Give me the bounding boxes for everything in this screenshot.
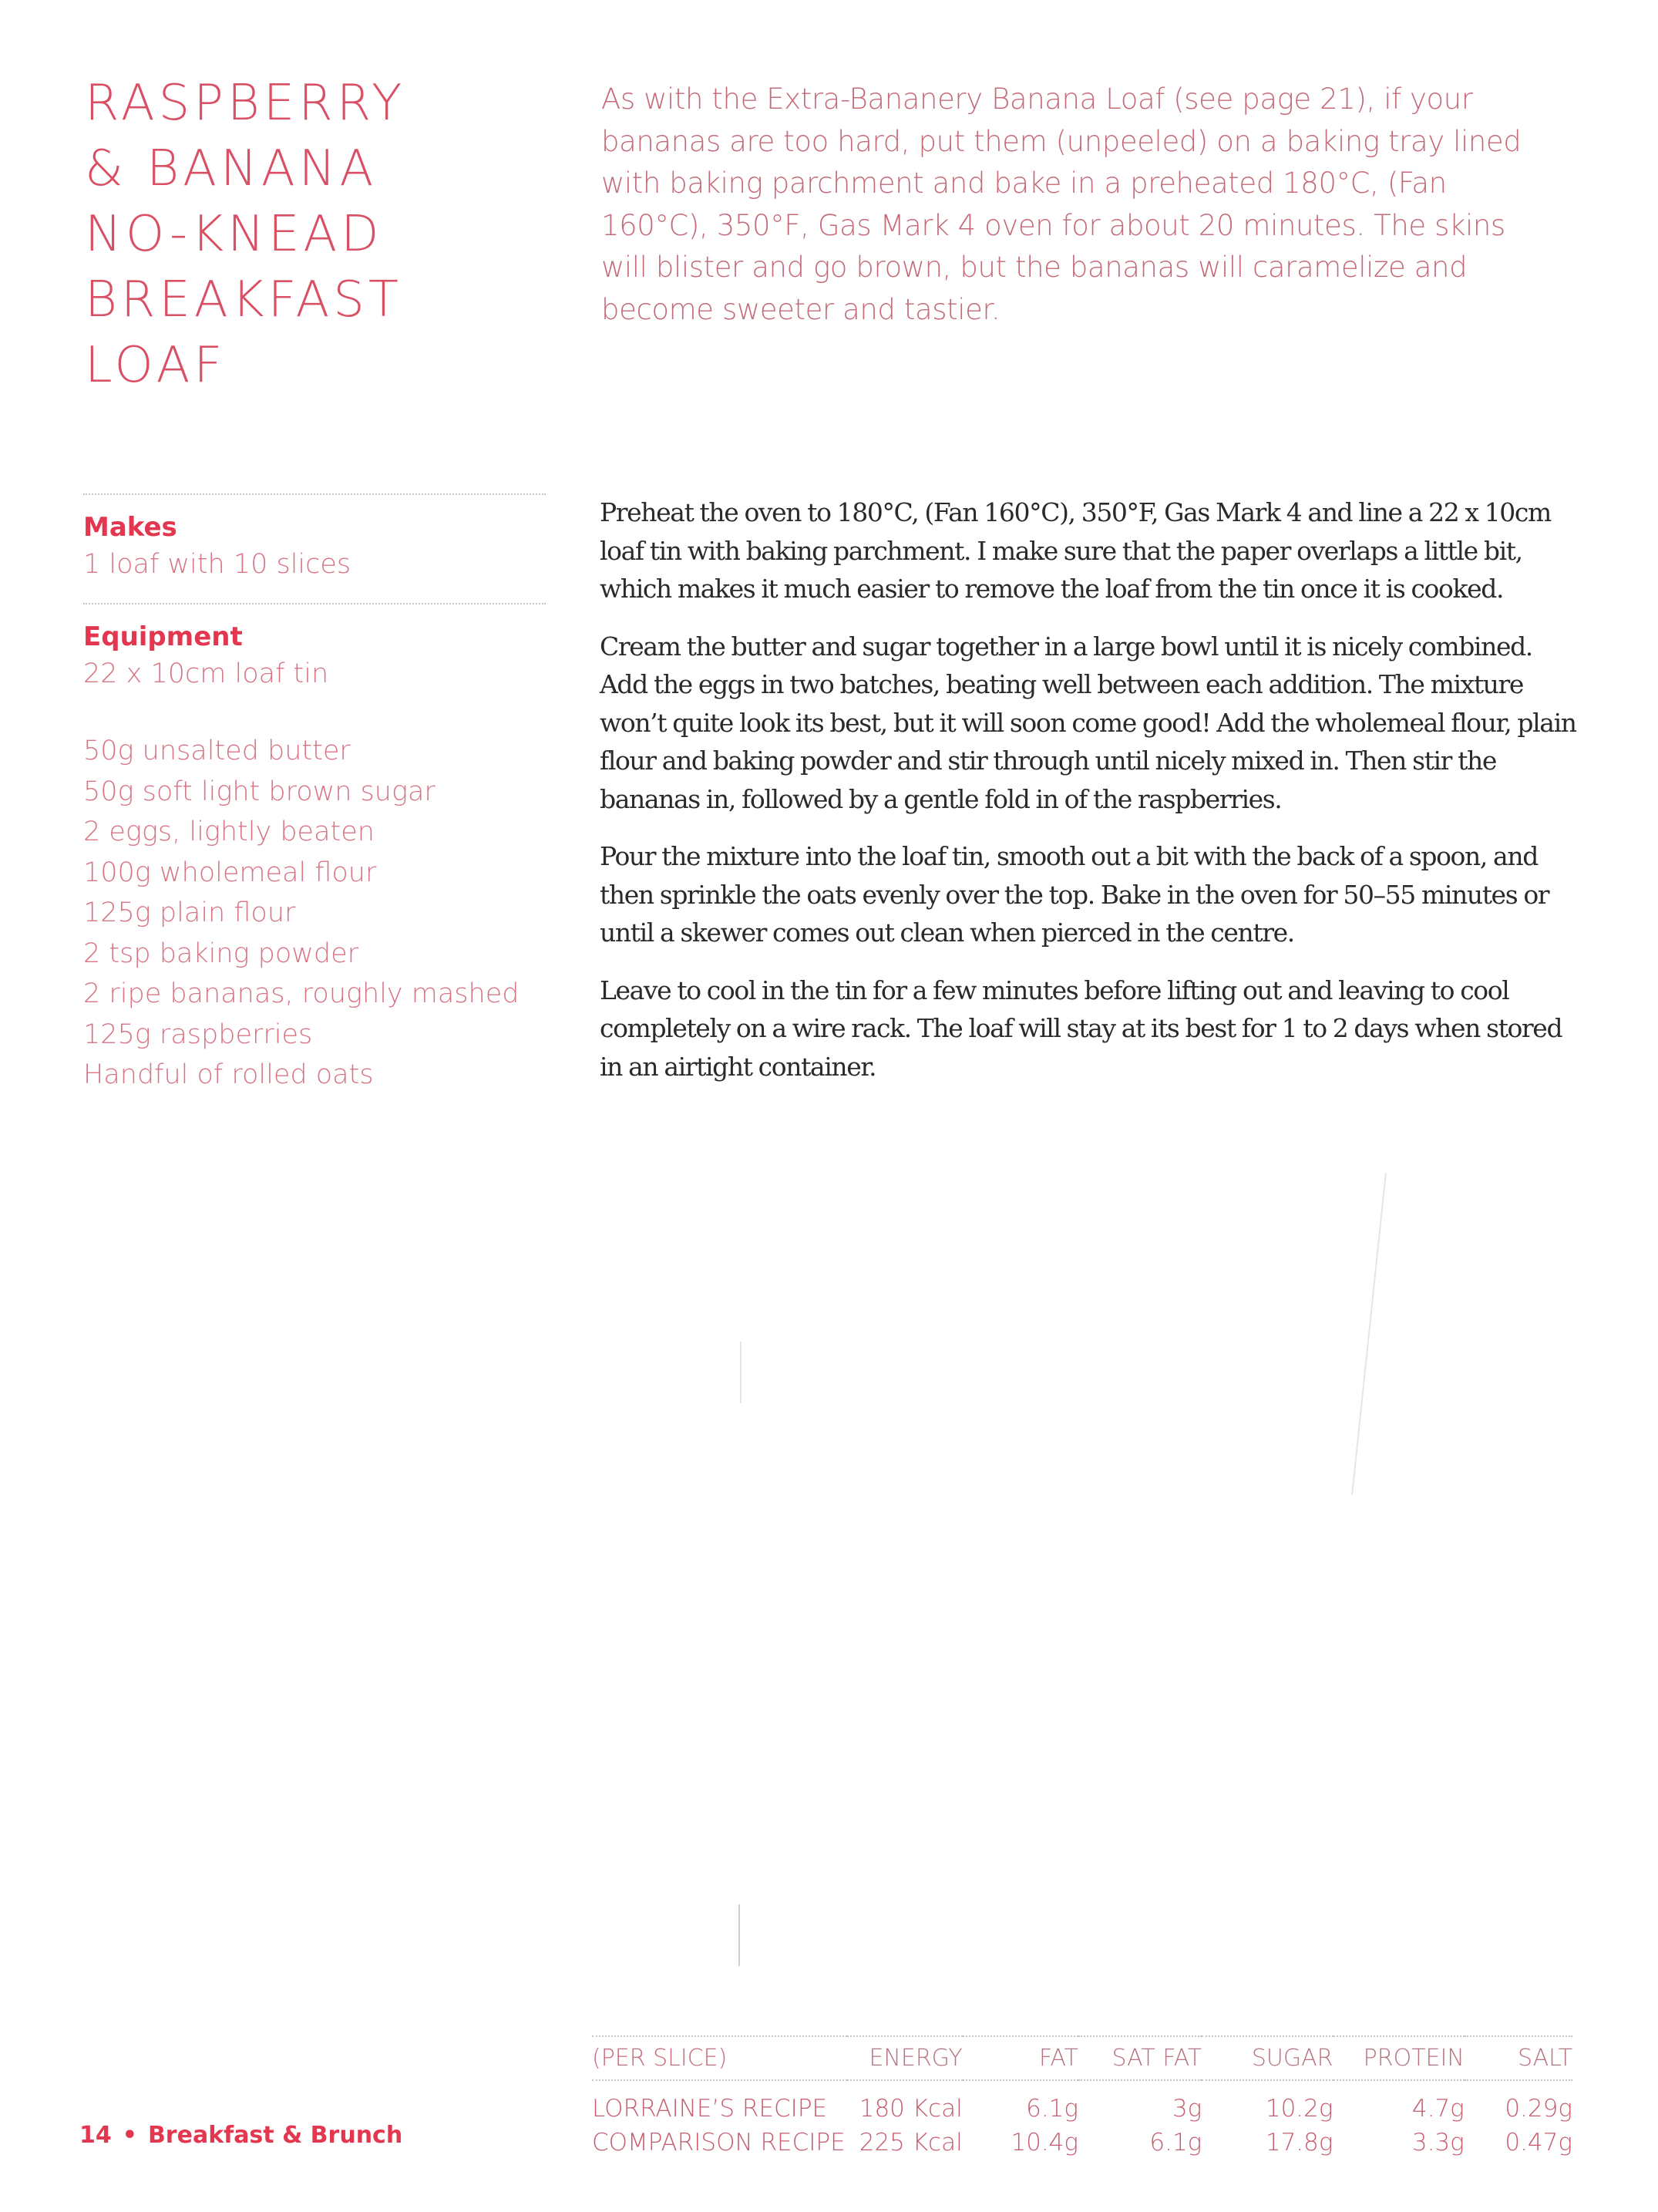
fat-value: 10.4g xyxy=(1011,2129,1078,2156)
nutrition-header-row xyxy=(592,2036,1572,2080)
recipe-sidebar xyxy=(83,493,546,1108)
protein-value: 3.3g xyxy=(1411,2129,1465,2156)
col-salt: SALT xyxy=(1517,2045,1572,2072)
title-line: & BANANA xyxy=(85,140,378,197)
method-step: Leave to cool in the tin for a few minutes before lifting out and leaving to cool completely on a wire rack. The loaf will stay at its best for 1 to 2 days when stored in an airtight container. xyxy=(600,975,1562,1082)
sat-fat-value: 3g xyxy=(1172,2095,1202,2123)
page-number: 14 xyxy=(79,2122,112,2149)
title-line: LOAF xyxy=(85,337,227,394)
divider xyxy=(83,493,546,495)
nutrition-table xyxy=(592,2035,1572,2160)
divider xyxy=(83,603,546,604)
recipe-title xyxy=(85,71,547,399)
ingredient-item: Handful of rolled oats xyxy=(83,1059,374,1090)
bullet-separator: • xyxy=(122,2122,137,2149)
title-line: RASPBERRY xyxy=(85,75,406,132)
scan-artifact xyxy=(738,1904,740,1966)
col-sat-fat: SAT FAT xyxy=(1111,2045,1202,2072)
sat-fat-value: 6.1g xyxy=(1149,2129,1202,2156)
row-label: LORRAINE’S RECIPE xyxy=(592,2095,828,2123)
title-line: NO-KNEAD xyxy=(85,206,383,263)
title-line: BREAKFAST xyxy=(85,271,402,328)
ingredient-item: 125g plain flour xyxy=(83,897,296,928)
ingredient-item: 50g soft light brown sugar xyxy=(83,776,436,807)
ingredient-item: 100g wholemeal flour xyxy=(83,857,377,888)
energy-value: 180 Kcal xyxy=(859,2095,963,2123)
fat-value: 6.1g xyxy=(1026,2095,1078,2123)
col-sugar: SUGAR xyxy=(1251,2045,1333,2072)
ingredient-item: 2 ripe bananas, roughly mashed xyxy=(83,978,520,1009)
col-per-slice: (PER SLICE) xyxy=(592,2045,728,2072)
section-name: Breakfast & Brunch xyxy=(147,2122,403,2149)
col-fat: FAT xyxy=(1038,2045,1078,2072)
sugar-value: 17.8g xyxy=(1265,2129,1333,2156)
ingredient-item: 2 tsp baking powder xyxy=(83,938,359,969)
energy-value: 225 Kcal xyxy=(859,2129,963,2156)
table-row xyxy=(592,2126,1572,2160)
sugar-value: 10.2g xyxy=(1265,2095,1333,2123)
scan-artifact xyxy=(740,1342,742,1403)
method-section xyxy=(600,493,1579,1105)
ingredient-item: 50g unsalted butter xyxy=(83,736,351,766)
table-row xyxy=(592,2080,1572,2126)
row-label: COMPARISON RECIPE xyxy=(592,2129,846,2156)
page-footer xyxy=(79,2122,402,2149)
makes-value: 1 loaf with 10 slices xyxy=(83,549,351,580)
ingredient-item: 125g raspberries xyxy=(83,1018,313,1050)
salt-value: 0.47g xyxy=(1505,2129,1572,2156)
salt-value: 0.29g xyxy=(1505,2095,1572,2123)
method-step: Cream the butter and sugar together in a large bowl until it is nicely combined. Add the eggs in two batches, beating well between each addition. The mixture won’t quite look its best, but it will soon come good! Add the wholemeal flour, plain flour and baking powder and stir through until nicely mixed in. Then stir the bananas in, followed by a gentle fold in of the raspberries. xyxy=(600,631,1576,814)
ingredient-list xyxy=(83,731,546,1096)
equipment-heading: Equipment xyxy=(83,621,243,652)
protein-value: 4.7g xyxy=(1411,2095,1465,2123)
col-protein: PROTEIN xyxy=(1363,2045,1465,2072)
method-step: Preheat the oven to 180°C, (Fan 160°C), 350°F, Gas Mark 4 and line a 22 x 10cm loaf tin with baking parchment. I make sure that the paper overlaps a little bit, which makes it much easier to remove the loaf from the tin once it is cooked. xyxy=(600,497,1551,604)
col-energy: ENERGY xyxy=(869,2045,963,2072)
equipment-value: 22 x 10cm loaf tin xyxy=(83,658,329,689)
scan-artifact xyxy=(1351,1173,1387,1495)
makes-heading: Makes xyxy=(83,512,177,543)
intro-tip: As with the Extra-Bananery Banana Loaf (see page 21), if your bananas are too hard, put them (unpeeled) on a baking tray lined with baking parchment and bake in a preheated 180°C, (Fan 160°C), 350°F, Gas Mark 4 oven for about 20 minutes. The skins will blister and go brown, but the bananas will caramelize and become sweeter and tastier. xyxy=(601,82,1522,326)
method-step: Pour the mixture into the loaf tin, smooth out a bit with the back of a spoon, and then sprinkle the oats evenly over the top. Bake in the oven for 50–55 minutes or until a skewer comes out clean when pierced in the centre. xyxy=(600,841,1549,948)
ingredient-item: 2 eggs, lightly beaten xyxy=(83,816,375,847)
